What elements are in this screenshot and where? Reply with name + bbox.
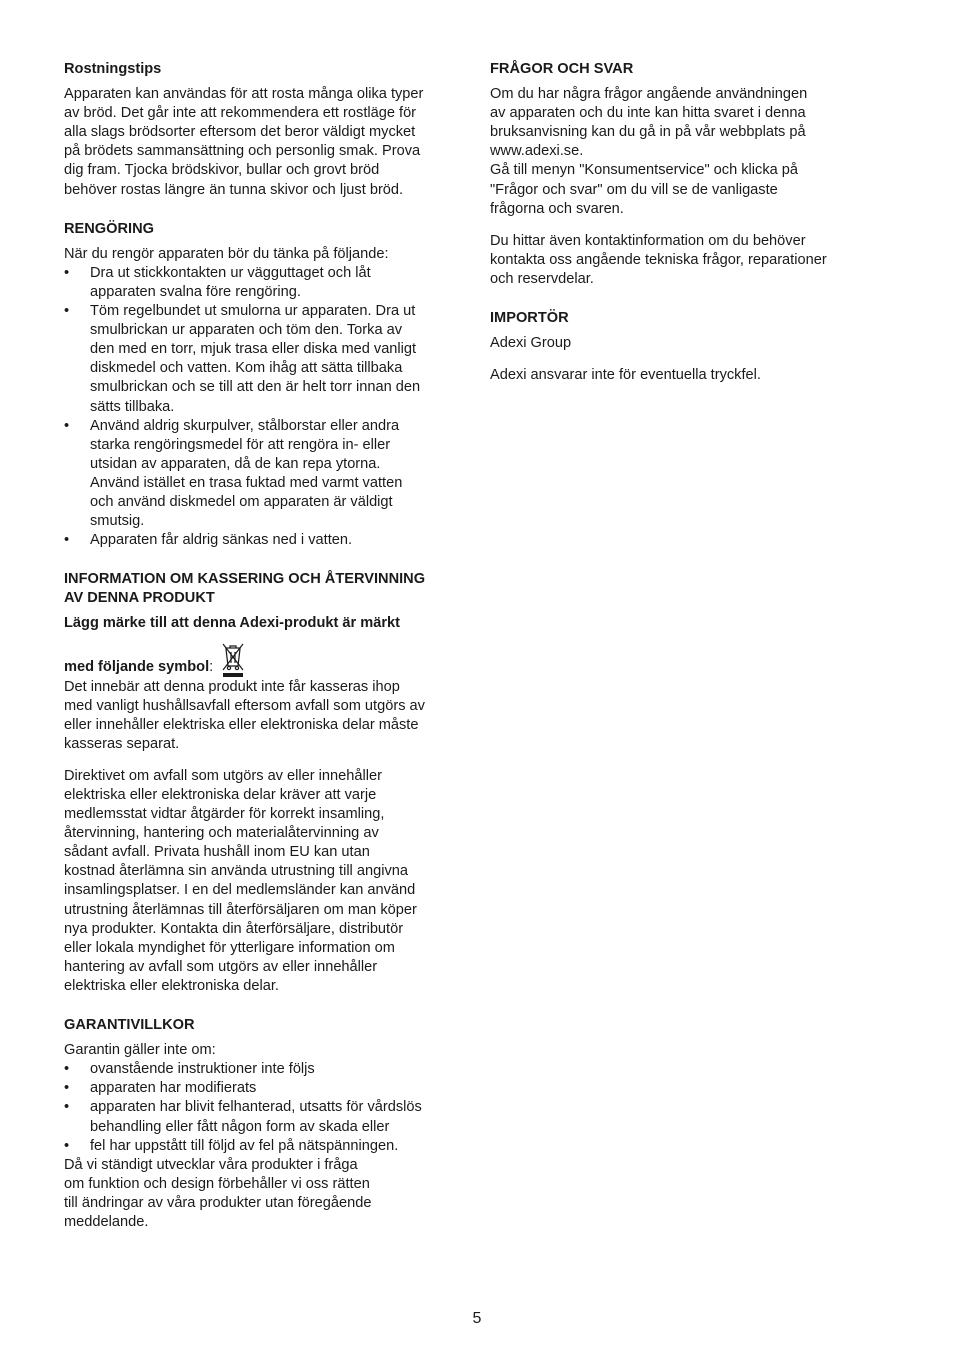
disposal-heading: INFORMATION OM KASSERING OCH ÅTERVINNING AV DENNA PRODUKT xyxy=(64,571,426,607)
disposal-symbol-line xyxy=(64,642,464,678)
list-item: • Apparaten får aldrig sänkas ned i vatten. xyxy=(64,531,464,550)
cleaning-heading: RENGÖRING xyxy=(64,220,154,237)
right-column xyxy=(490,60,880,385)
faq-heading: FRÅGOR OCH SVAR xyxy=(490,61,634,77)
roasting-tips-body: Apparaten kan användas för att rosta många olika typer av bröd. Det går inte att rekommendera ett rostläge för alla slags brödsorter eftersom det beror väldigt mycket på brödets sammansättning och personlig smak. Prova dig fram. Tjocka brödskivor, bullar och grovt bröd behöver rostas längre än tunna skivor och ljust bröd. xyxy=(64,86,424,198)
crossed-out-wheelie-bin-icon xyxy=(221,642,245,678)
page-number: 5 xyxy=(472,1310,482,1327)
disposal-mark-line1: Lägg märke till att denna Adexi-produkt är märkt xyxy=(64,615,400,632)
importer-disclaimer: Adexi ansvarar inte för eventuella tryckfel. xyxy=(490,367,761,384)
warranty-closing: Då vi ständigt utvecklar våra produkter i fråga om funktion och design förbehåller vi oss rätten till ändringar av våra produkter utan föregående meddelande. xyxy=(64,1156,372,1230)
roasting-tips-heading: Rostningstips xyxy=(64,61,162,77)
list-item: • Dra ut stickkontakten ur vägguttaget och låt apparaten svalna före rengöring. xyxy=(64,264,464,302)
cleaning-intro: När du rengör apparaten bör du tänka på följande: xyxy=(64,245,389,262)
left-column xyxy=(64,60,464,1232)
warranty-heading: GARANTIVILLKOR xyxy=(64,1017,195,1034)
list-item: • ovanstående instruktioner inte följs xyxy=(64,1060,464,1079)
warranty-list xyxy=(64,1060,464,1155)
cleaning-list xyxy=(64,264,464,550)
list-item: • Töm regelbundet ut smulorna ur apparaten. Dra ut smulbrickan ur apparaten och töm den. Torka av den med en torr, mjuk trasa eller diska med vanligt diskmedel och vatten. Kom ihåg att sätta tillbaka smulbrickan och se till att den är helt torr innan den sätts tillbaka. xyxy=(64,302,464,417)
list-item: • apparaten har modifierats xyxy=(64,1079,464,1098)
warranty-section xyxy=(64,1016,464,1232)
list-item: • fel har uppstått till följd av fel på nätspänningen. xyxy=(64,1137,464,1156)
roasting-tips-section xyxy=(64,60,464,200)
disposal-colon: : xyxy=(209,659,214,676)
disposal-para2: Direktivet om avfall som utgörs av eller innehåller elektriska eller elektroniska delar kräver att varje medlemsstat vidtar åtgärder för korrekt insamling, återvinning, hantering och materialåtervinning av sådant avfall. Privata hushåll inom EU kan utan kostnad återlämna sin använda utrustning till angivna insamlingsplatser. I en del medlemsländer kan använd utrustning återlämnas till återförsäljaren om man köper nya produkter. Kontakta din återförsäljare, distributör eller lokala myndighet för ytterligare information om hantering av avfall som utgörs av eller innehåller elektriska eller elektroniska delar. xyxy=(64,767,417,994)
faq-para1: Om du har några frågor angående användningen av apparaten och du inte kan hitta svaret i denna bruksanvisning kan du gå in på vår webbplats på www.adexi.se. Gå till menyn "Konsumentservice" och klicka på "Frågor och svar" om du vill se de vanligaste frågorna och svaren. xyxy=(490,86,808,217)
importer-section xyxy=(490,309,880,385)
importer-heading: IMPORTÖR xyxy=(490,310,569,327)
warranty-intro: Garantin gäller inte om: xyxy=(64,1042,216,1059)
disposal-section xyxy=(64,570,464,996)
list-item: • Använd aldrig skurpulver, stålborstar eller andra starka rengöringsmedel för att rengöra in- eller utsidan av apparaten, då de kan repa ytorna. Använd istället en trasa fuktad med varmt vatten och använd diskmedel om apparaten är väldigt smutsig. xyxy=(64,417,464,532)
cleaning-section xyxy=(64,220,464,551)
faq-section xyxy=(490,60,880,289)
faq-para2: Du hittar även kontaktinformation om du behöver kontakta oss angående tekniska frågor, reparationer och reservdelar. xyxy=(490,232,827,287)
importer-name: Adexi Group xyxy=(490,335,572,352)
list-item: • apparaten har blivit felhanterad, utsatts för vårdslös behandling eller fått någon form av skada eller xyxy=(64,1098,464,1136)
disposal-para1: Det innebär att denna produkt inte får kasseras ihop med vanligt hushållsavfall eftersom avfall som utgörs av eller innehåller elektriska eller elektroniska delar måste kasseras separat. xyxy=(64,678,425,752)
disposal-mark-line2: med följande symbol xyxy=(64,659,210,676)
